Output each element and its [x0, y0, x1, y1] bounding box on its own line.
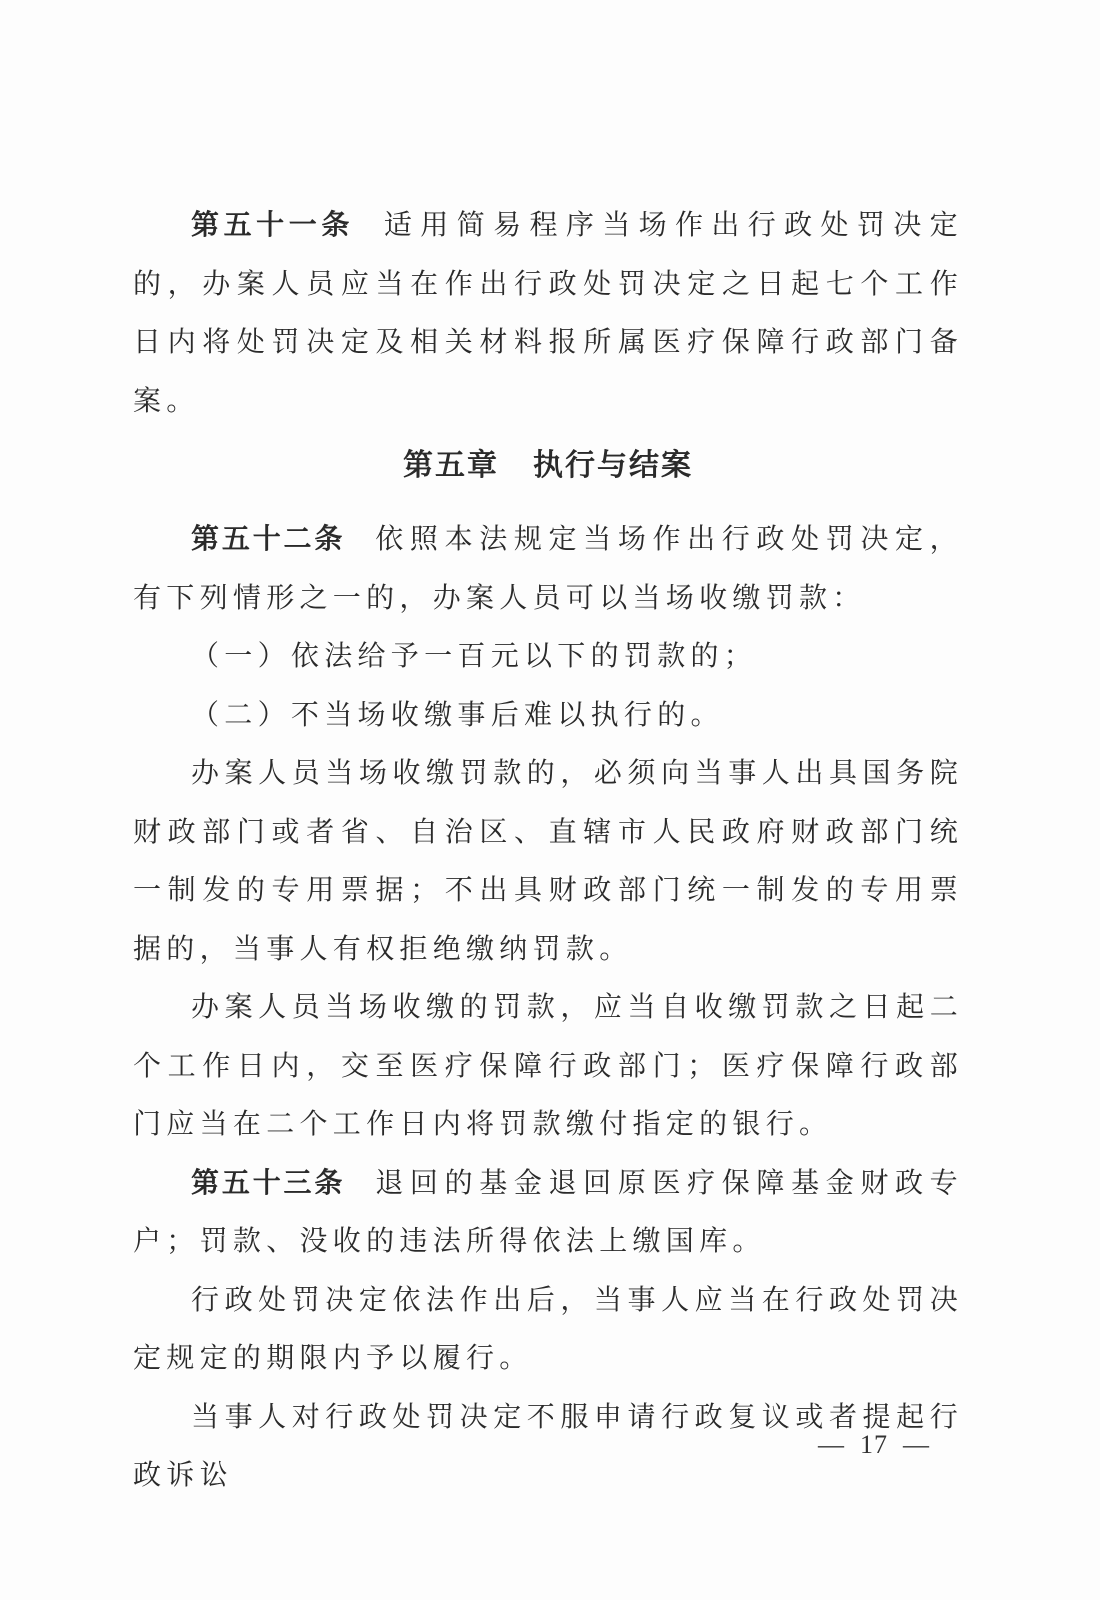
- page-number-value: 17: [860, 1430, 888, 1459]
- chapter-heading: [133, 434, 963, 498]
- article-51-text: 适用简易程序当场作出行政处罚决定的，办案人员应当在作出行政处罚决定之日起七个工作日内将处罚决定及相关材料报所属医疗保障行政部门备案。: [133, 208, 963, 417]
- article-53: [133, 1154, 963, 1271]
- page-number-dash-right: —: [903, 1430, 930, 1459]
- chapter-number: 第五章: [403, 448, 499, 483]
- article-51: [133, 196, 963, 430]
- chapter-title: 执行与结案: [533, 448, 693, 483]
- article-53-paragraph-2: 当事人对行政处罚决定不服申请行政复议或者提起行政诉讼: [133, 1399, 963, 1491]
- article-52-number: 第五十二条: [191, 522, 346, 555]
- article-53-text: 退回的基金退回原医疗保障基金财政专户；罚款、没收的违法所得依法上缴国库。: [133, 1165, 963, 1257]
- article-52-paragraph-1: 办案人员当场收缴罚款的，必须向当事人出具国务院财政部门或者省、自治区、直辖市人民政府财政部门统一制发的专用票据；不出具财政部门统一制发的专用票据的，当事人有权拒绝缴纳罚款。: [133, 756, 963, 965]
- article-52-item-1: （一）依法给予一百元以下的罚款的；: [191, 639, 758, 672]
- page-number: [818, 1430, 930, 1460]
- article-53-paragraph-1: 行政处罚决定依法作出后，当事人应当在行政处罚决定规定的期限内予以履行。: [133, 1282, 963, 1374]
- article-52: [133, 510, 963, 627]
- page-number-dash-left: —: [818, 1430, 845, 1459]
- article-52-text: 依照本法规定当场作出行政处罚决定，有下列情形之一的，办案人员可以当场收缴罚款：: [133, 522, 963, 614]
- article-52-paragraph-2: 办案人员当场收缴的罚款，应当自收缴罚款之日起二个工作日内，交至医疗保障行政部门；医疗保障行政部门应当在二个工作日内将罚款缴付指定的银行。: [133, 990, 963, 1140]
- article-53-number: 第五十三条: [191, 1165, 346, 1199]
- document-body: [133, 196, 963, 1505]
- article-52-item-2: （二）不当场收缴事后难以执行的。: [191, 697, 724, 731]
- article-51-number: 第五十一条: [191, 208, 354, 241]
